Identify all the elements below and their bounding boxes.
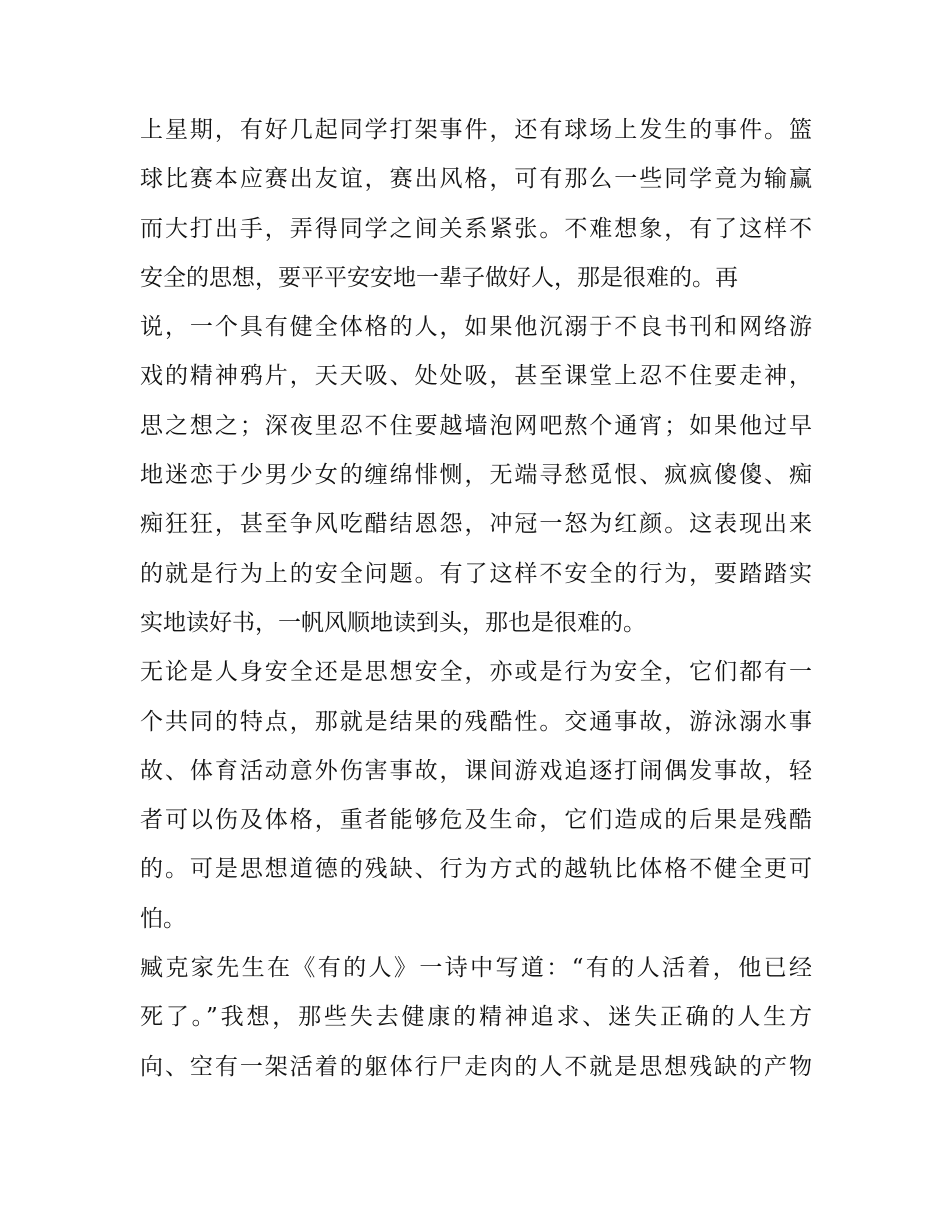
text-line: 无论是人身安全还是思想安全，亦或是行为安全，它们都有一 <box>140 659 812 686</box>
text-line: 怕。 <box>140 905 186 932</box>
text-line: 臧克家先生在《有的人》一诗中写道：“有的人活着，他已经 <box>140 955 812 982</box>
text-line: 地迷恋于少男少女的缠绵悱恻，无端寻愁觅恨、疯疯傻傻、痴 <box>140 462 812 489</box>
body-text <box>140 113 812 1099</box>
text-line: 说，一个具有健全体格的人，如果他沉溺于不良书刊和网络游 <box>140 314 812 341</box>
text-line: 的就是行为上的安全问题。有了这样不安全的行为，要踏踏实 <box>140 560 812 587</box>
text-line: 球比赛本应赛出友谊，赛出风格，可有那么一些同学竟为输赢 <box>140 166 812 193</box>
text-line: 的。可是思想道德的残缺、行为方式的越轨比体格不健全更可 <box>140 856 812 883</box>
text-line: 痴狂狂，甚至争风吃醋结恩怨，冲冠一怒为红颜。这表现出来 <box>140 511 812 538</box>
text-line: 个共同的特点，那就是结果的残酷性。交通事故，游泳溺水事 <box>140 708 812 735</box>
text-line: 死了。”我想，那些失去健康的精神追求、迷失正确的人生方 <box>140 1004 812 1031</box>
text-line: 安全的思想，要平平安安地一辈子做好人，那是很难的。再 <box>140 264 738 291</box>
text-line: 实地读好书，一帆风顺地读到头，那也是很难的。 <box>140 609 646 636</box>
text-line: 戏的精神鸦片，天天吸、处处吸，甚至课堂上忍不住要走神， <box>140 363 812 390</box>
text-line: 上星期，有好几起同学打架事件，还有球场上发生的事件。篮 <box>140 117 812 143</box>
text-line: 者可以伤及体格，重者能够危及生命，它们造成的后果是残酷 <box>140 807 812 834</box>
text-line: 向、空有一架活着的躯体行尸走肉的人不就是思想残缺的产物 <box>140 1053 812 1080</box>
text-line: 思之想之；深夜里忍不住要越墙泡网吧熬个通宵；如果他过早 <box>140 412 812 439</box>
text-line: 故、体育活动意外伤害事故，课间游戏追逐打闹偶发事故，轻 <box>140 757 812 784</box>
text-line: 而大打出手，弄得同学之间关系紧张。不难想象，有了这样不 <box>140 215 812 242</box>
